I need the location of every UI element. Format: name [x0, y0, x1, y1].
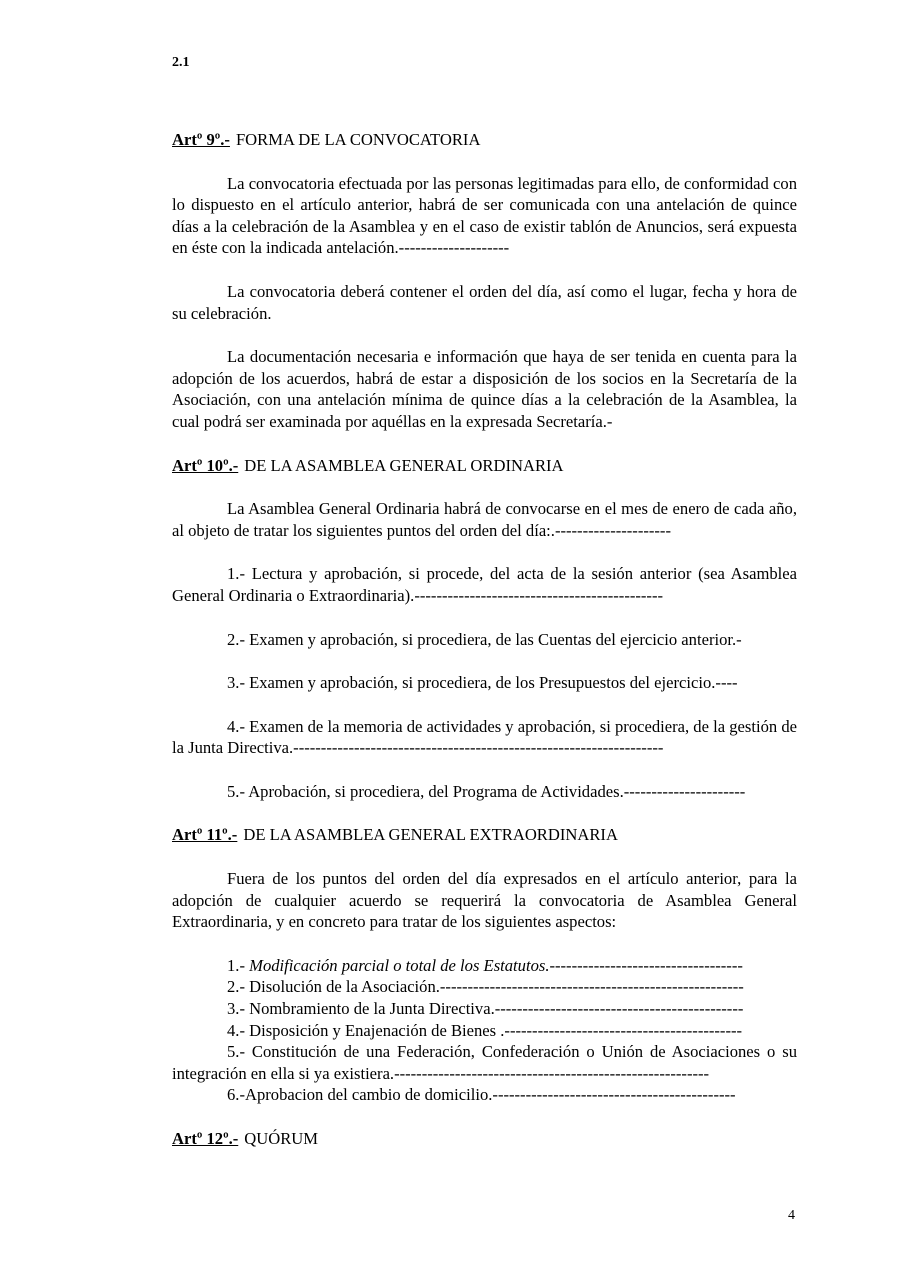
art11-list [172, 955, 797, 1106]
art9-paragraph-3: La documentación necesaria e información que haya de ser tenida en cuenta para la adopción de los acuerdos, habrá de estar a disposición de los socios en la Secretaría de la Asociación, con una antelación mínima de quince días a la celebración de la Asamblea, la cual podrá ser examinada por aquéllas en la expresada Secretaría.- [172, 347, 797, 431]
art10-paragraph-1: La Asamblea General Ordinaria habrá de convocarse en el mes de enero de cada año, al objeto de tratar los siguientes puntos del orden del día:.--------------------- [172, 499, 797, 540]
art11-title: DE LA ASAMBLEA GENERAL EXTRAORDINARIA [243, 825, 618, 845]
page-number: 4 [788, 1208, 795, 1223]
art12-heading [172, 1128, 797, 1150]
art11-item-2: 2.- Disolución de la Asociación.------------------------------------------------------- [227, 977, 744, 997]
art10-label: Artº 10º.- [172, 455, 239, 475]
art11-item-5: 5.- Constitución de una Federación, Confederación o Unión de Asociaciones o su integración en ella si ya existiera.--------------------------------------------------------- [172, 1042, 797, 1083]
art11-heading [172, 824, 797, 846]
art10-heading [172, 455, 797, 477]
art10-item-2: 2.- Examen y aprobación, si procediera, de las Cuentas del ejercicio anterior.- [227, 629, 742, 649]
art11-paragraph-1: Fuera de los puntos del orden del día expresados en el artículo anterior, para la adopción de cualquier acuerdo se requerirá la convocatoria de Asamblea General Extraordinaria, y en concreto para tratar de los siguientes aspectos: [172, 869, 797, 932]
art10-item-4: 4.- Examen de la memoria de actividades y aprobación, si procediera, de la gestión de la Junta Directiva.------------------------------------------------------------------- [172, 716, 797, 758]
art10-title: DE LA ASAMBLEA GENERAL ORDINARIA [244, 455, 564, 475]
art9-label: Artº 9º.- [172, 130, 230, 149]
art11-label: Artº 11º.- [172, 825, 238, 845]
art11-item-1-prefix: 1.- [227, 955, 250, 975]
document-body [172, 129, 797, 1150]
art11-item-3: 3.- Nombramiento de la Junta Directiva.--------------------------------------------- [227, 999, 744, 1019]
art10-item-5: 5.- Aprobación, si procediera, del Programa de Actividades.---------------------- [227, 781, 746, 801]
art10-item-1: 1.- Lectura y aprobación, si procede, del acta de la sesión anterior (sea Asamblea General Ordinaria o Extraordinaria).--------------------------------------------- [172, 564, 797, 605]
art9-paragraph-1: La convocatoria efectuada por las personas legitimadas para ello, de conformidad con lo dispuesto en el artículo anterior, habrá de ser comunicada con una antelación de quince días a la celebración de la Asamblea y en el caso de existir tablón de Anuncios, será expuesta en éste con la indicada antelación.-------------------- [172, 173, 797, 258]
art11-item-6: 6.-Aprobacion del cambio de domicilio.-------------------------------------------- [227, 1085, 736, 1105]
art12-label: Artº 12º.- [172, 1129, 239, 1148]
art11-item-4: 4.- Disposición y Enajenación de Bienes .------------------------------------------- [227, 1020, 743, 1040]
art12-title: QUÓRUM [244, 1129, 319, 1148]
art9-heading [172, 129, 797, 151]
art11-item-1-suffix: ----------------------------------- [549, 955, 743, 975]
art10-item-3: 3.- Examen y aprobación, si procediera, de los Presupuestos del ejercicio.---- [227, 673, 738, 693]
art9-paragraph-2: La convocatoria deberá contener el orden del día, así como el lugar, fecha y hora de su celebración. [172, 281, 797, 323]
art11-item-1-text: Modificación parcial o total de los Estatutos. [249, 955, 550, 975]
art9-title: FORMA DE LA CONVOCATORIA [235, 130, 481, 149]
section-number: 2.1 [172, 55, 190, 70]
art11-item-1 [172, 955, 797, 977]
